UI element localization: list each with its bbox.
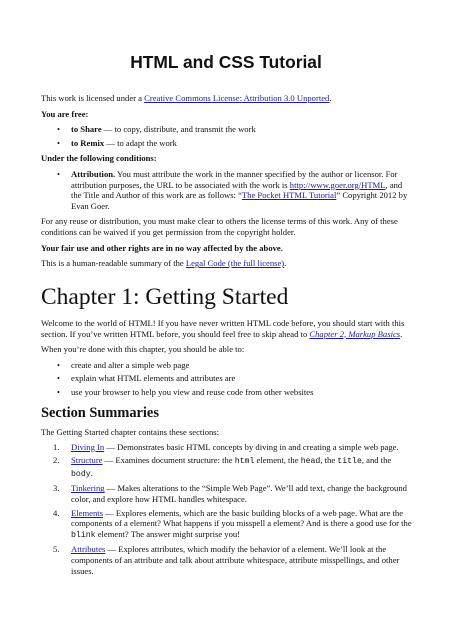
summary-text: element, the bbox=[254, 455, 301, 466]
license-intro-end: . bbox=[329, 93, 332, 103]
summaries-intro: The Getting Started chapter contains these sections: bbox=[41, 427, 220, 437]
attribution-text: You must attribute the work in the manner specified by the author or licensor. For attribution purposes, the URL to be associated with the work is bbox=[71, 168, 398, 190]
free-item-term: to Share bbox=[71, 124, 102, 135]
pocket-tutorial-link[interactable]: The Pocket HTML Tutorial bbox=[241, 190, 337, 201]
code-body: body bbox=[71, 469, 91, 479]
summary-text: — Explores attributes, which modify the behavior of a element. We’ll look at the components of an attribute and talk about attribute whitespace, attribute misspellings, and other issues. bbox=[71, 544, 400, 576]
summary-number: 1. bbox=[53, 441, 60, 452]
diving-in-link[interactable]: Diving In bbox=[71, 441, 105, 452]
summary-text: — Makes alterations to the “Simple Web Page”. We’ll add text, change the background color, and explore how HTML handles whitespace. bbox=[71, 483, 407, 504]
summary-text: — Explores elements, which are the basic building blocks of a web page. What are the components of a element? What happens if you misspell a element? And is there a good use for the bbox=[71, 507, 412, 529]
conditions-list bbox=[41, 169, 413, 211]
structure-link[interactable]: Structure bbox=[71, 455, 103, 466]
chapter-2-link[interactable]: Chapter 2, Markup Basics bbox=[309, 328, 401, 339]
summaries-list bbox=[41, 442, 413, 577]
goal-item: • use your browser to help you view and reuse code from other websites bbox=[71, 387, 411, 398]
summary-number: 4. bbox=[53, 507, 60, 518]
able-text: When you’re done with this chapter, you should be able to: bbox=[41, 344, 245, 355]
summary-item-tinkering bbox=[53, 483, 413, 504]
free-heading: You are free: bbox=[41, 108, 89, 119]
free-item-term: to Remix bbox=[71, 137, 105, 148]
goer-url-link[interactable]: http://www.goer.org/HTML bbox=[289, 179, 386, 190]
waiver-text: For any reuse or distribution, you must make clear to others the license terms of this work. Any of these conditions can be waived if you get permission from the copyright holder. bbox=[41, 216, 398, 237]
free-item-remix bbox=[71, 138, 413, 149]
chapter-body bbox=[41, 318, 411, 403]
attribution-end: ” Copyright 2012 by Evan Goer. bbox=[71, 190, 408, 211]
attribution-item bbox=[71, 169, 413, 211]
attribution-term: Attribution. bbox=[71, 168, 116, 179]
summary-text: — Examines document structure: the bbox=[102, 455, 235, 466]
section-summaries-title: Section Summaries bbox=[41, 405, 159, 421]
tinkering-link[interactable]: Tinkering bbox=[71, 483, 105, 494]
legal-code-link[interactable]: Legal Code (the full license) bbox=[185, 258, 285, 269]
section-summaries-body bbox=[41, 427, 413, 579]
license-intro-text: This work is licensed under a bbox=[41, 93, 145, 103]
legal-summary-end: . bbox=[284, 258, 287, 269]
creative-commons-link[interactable]: Creative Commons License: Attribution 3.0 Unported bbox=[144, 93, 330, 103]
code-blink: blink bbox=[71, 530, 96, 540]
welcome-paragraph bbox=[41, 318, 411, 339]
free-item-text: — to copy, distribute, and transmit the work bbox=[101, 124, 256, 135]
goal-item: • create and alter a simple web page bbox=[71, 360, 411, 371]
summary-number: 2. bbox=[53, 455, 60, 466]
free-item-share bbox=[71, 124, 413, 135]
legal-summary bbox=[41, 258, 413, 269]
summary-number: 3. bbox=[53, 483, 60, 494]
goals-list bbox=[41, 360, 411, 398]
free-item-text: — to adapt the work bbox=[104, 137, 177, 148]
welcome-end: . bbox=[400, 328, 403, 339]
code-html: html bbox=[234, 457, 255, 467]
attributes-link[interactable]: Attributes bbox=[71, 544, 106, 555]
license-section bbox=[41, 93, 413, 274]
summary-text: element? The answer might surprise you! bbox=[95, 528, 241, 539]
code-title: title bbox=[337, 457, 362, 467]
summary-item-attributes bbox=[53, 544, 413, 576]
attribution-mid: , and the Title and Author of this work are as follows: “ bbox=[71, 179, 403, 201]
license-intro bbox=[41, 93, 413, 104]
summary-text: , the bbox=[320, 455, 338, 466]
chapter-title: Chapter 1: Getting Started bbox=[41, 284, 289, 310]
conditions-heading: Under the following conditions: bbox=[41, 153, 157, 164]
fair-use-text: Your fair use and other rights are in no way affected by the above. bbox=[41, 242, 283, 253]
summary-item-elements bbox=[53, 507, 413, 542]
welcome-text: Welcome to the world of HTML! If you have never written HTML code before, you should start with this section. If you’ve written HTML before, you should feel free to skip ahead to bbox=[41, 318, 405, 339]
document-title: HTML and CSS Tutorial bbox=[130, 52, 322, 72]
summary-item-diving-in bbox=[53, 441, 413, 453]
summary-number: 5. bbox=[53, 544, 60, 555]
summary-text: , and the bbox=[361, 455, 392, 466]
code-head: head bbox=[300, 457, 321, 467]
summary-item-structure bbox=[53, 455, 413, 480]
free-list bbox=[41, 124, 413, 148]
summary-text: — Demonstrates basic HTML concepts by diving in and creating a simple web page. bbox=[104, 441, 399, 452]
legal-summary-text: This is a human-readable summary of the bbox=[41, 258, 186, 269]
summary-text: . bbox=[90, 467, 93, 478]
goal-item: • explain what HTML elements and attributes are bbox=[71, 373, 411, 384]
elements-link[interactable]: Elements bbox=[71, 507, 103, 518]
